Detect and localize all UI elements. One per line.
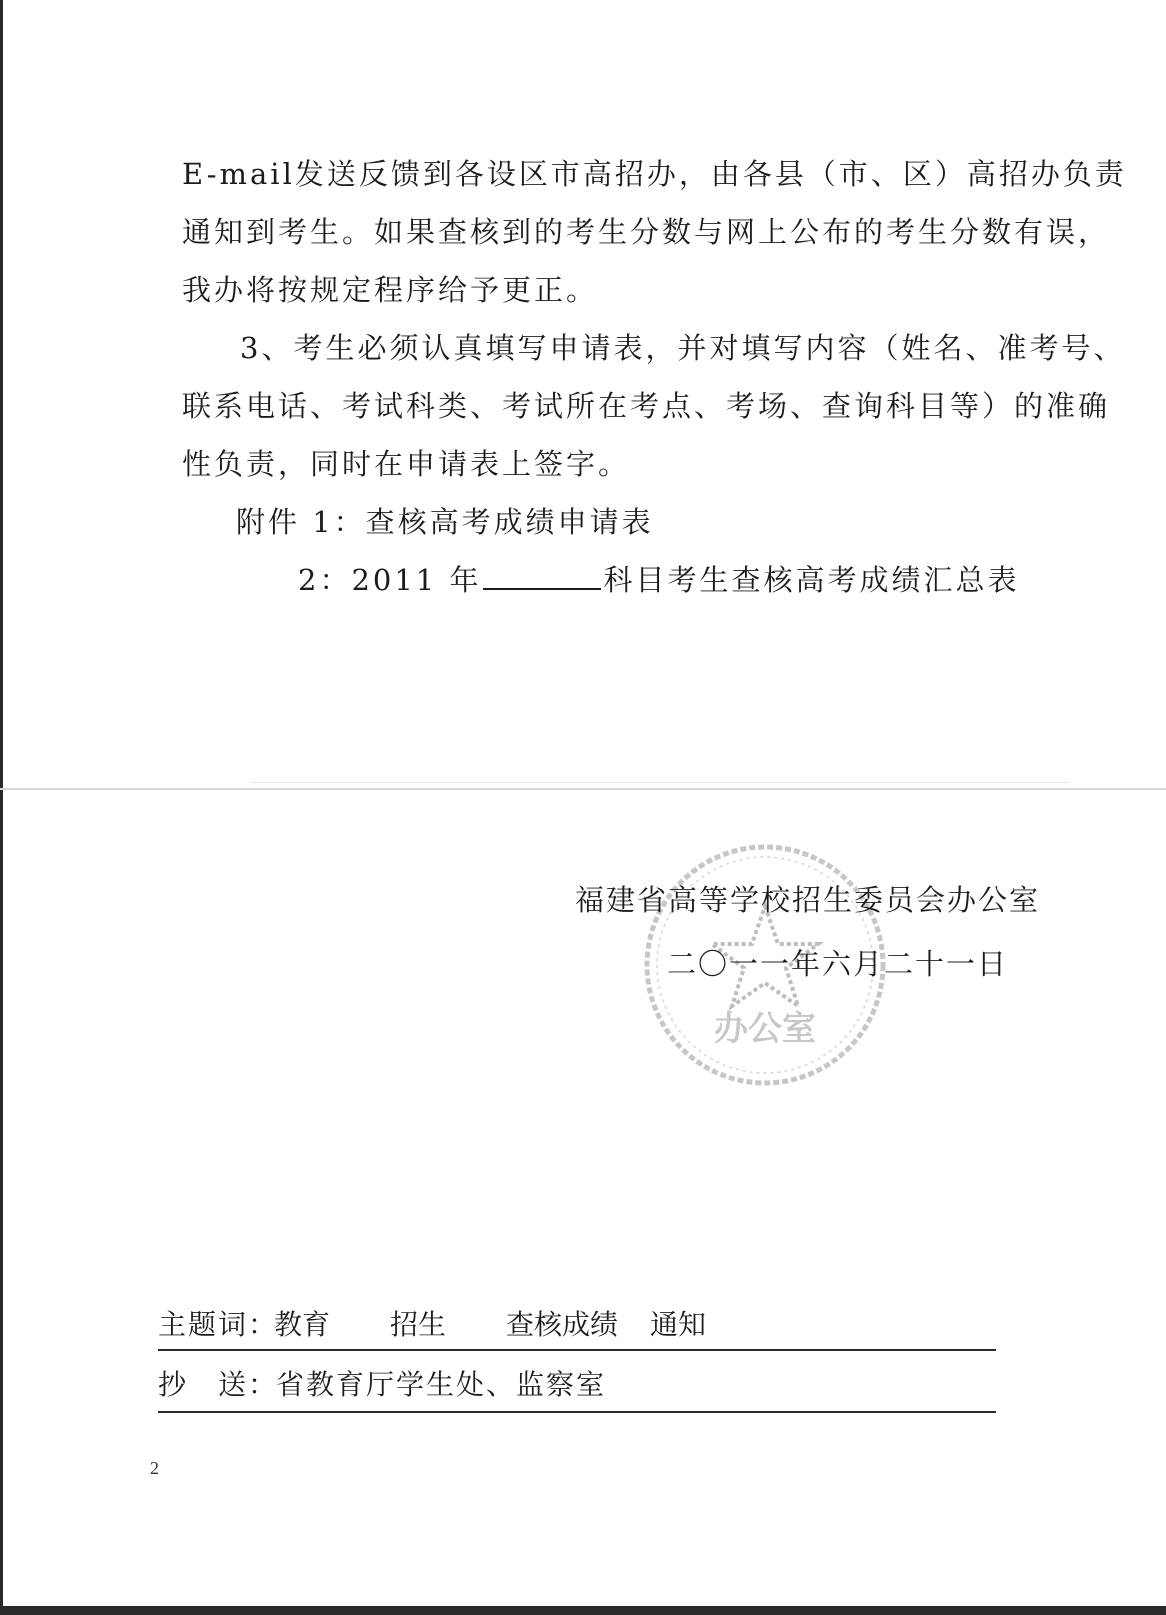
scan-bottom-edge	[0, 1606, 1166, 1615]
keywords-label: 主题词：	[158, 1308, 279, 1341]
document-footer	[158, 1293, 1008, 1413]
cc-row	[158, 1353, 1008, 1413]
page-number: 2	[150, 1458, 159, 1478]
paper-fold-shadow	[250, 782, 1070, 783]
keyword-2: 招生	[390, 1308, 447, 1341]
body-line-2: 通知到考生。如果查核到的考生分数与网上公布的考生分数有误，	[182, 215, 1111, 249]
cc-recipients: 省教育厅学生处、监察室	[276, 1368, 607, 1401]
footer-rule-2	[158, 1411, 996, 1413]
attachment-2	[182, 551, 1062, 609]
body-line-5: 联系电话、考试科类、考试所在考点、考场、查询科目等）的准确	[182, 389, 1111, 423]
footer-rule-1	[158, 1349, 996, 1351]
body-line-6: 性负责，同时在申请表上签字。	[182, 447, 631, 481]
attachment-2-suffix: 科目考生查核高考成绩汇总表	[603, 563, 1020, 597]
attachment-2-blank	[483, 564, 601, 590]
paper-fold-line	[0, 788, 1166, 790]
body-line-4: 3、考生必须认真填写申请表，并对填写内容（姓名、准考号、	[240, 331, 1126, 365]
attachment-2-prefix: 2：2011 年	[298, 563, 482, 597]
body-line-3: 我办将按规定程序给予更正。	[182, 273, 599, 307]
keyword-3: 查核成绩	[506, 1308, 619, 1341]
document-body	[182, 145, 1127, 609]
attachment-1: 附件 1：查核高考成绩申请表	[236, 505, 654, 539]
scan-left-edge	[0, 0, 3, 1615]
issuing-organization: 福建省高等学校招生委员会办公室	[575, 883, 1041, 917]
issue-date: 二〇一一年六月二十一日	[667, 947, 1009, 981]
body-line-1: E-mail发送反馈到各设区市高招办，由各县（市、区）高招办负责	[182, 157, 1127, 191]
signature-block	[575, 868, 1040, 996]
cc-label: 抄 送：	[158, 1368, 279, 1401]
seal-center-text: 办公室	[714, 1010, 816, 1048]
keywords-row	[158, 1293, 1008, 1353]
keyword-1: 教育	[274, 1308, 331, 1341]
keyword-4: 通知	[650, 1308, 707, 1341]
